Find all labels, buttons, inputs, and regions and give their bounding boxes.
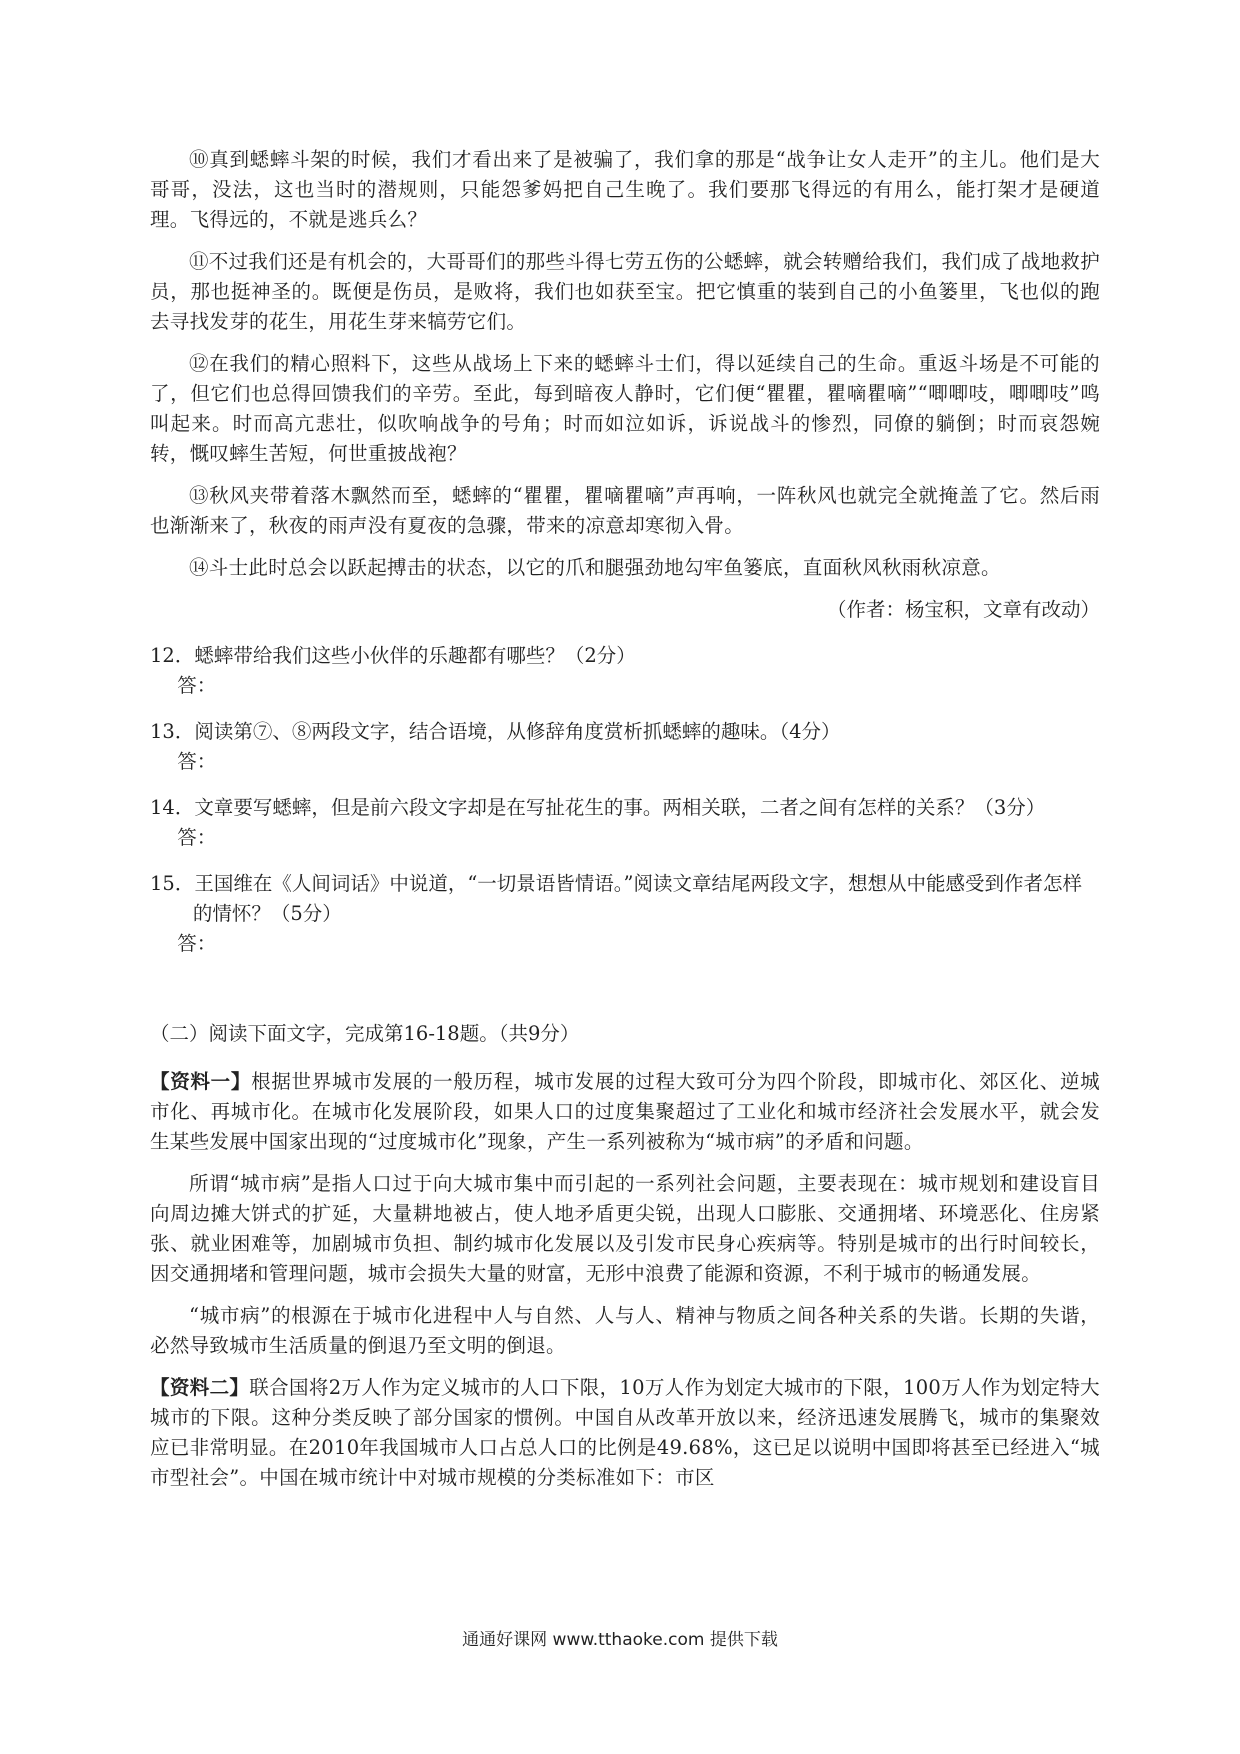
- question-13: 13．阅读第⑦、⑧两段文字，结合语境，从修辞角度赏析抓蟋蟀的趣味。（4分）: [150, 720, 841, 743]
- question-14: 14．文章要写蟋蟀，但是前六段文字却是在写扯花生的事。两相关联，二者之间有怎样的关系？（3分）: [150, 796, 1046, 819]
- question-15: 15．王国维在《人间词话》中说道，“一切景语皆情语。”阅读文章结尾两段文字，想想从中能感受到作者怎样的情怀？（5分）: [150, 872, 1083, 925]
- material-1-tag: 【资料一】: [150, 1070, 252, 1093]
- material-1-paragraph-3: “城市病”的根源在于城市化进程中人与自然、人与人、精神与物质之间各种关系的失谐。长期的失谐，必然导致城市生活质量的倒退乃至文明的倒退。: [150, 1304, 1100, 1357]
- paragraph-12: ⑫在我们的精心照料下，这些从战场上下来的蟋蟀斗士们，得以延续自己的生命。重返斗场是不可能的了，但它们也总得回馈我们的辛劳。至此，每到暗夜人静时，它们便“瞿瞿，瞿嘀瞿嘀”“唧唧吱，唧唧吱”鸣叫起来。时而高亢悲壮，似吹响战争的号角；时而如泣如诉，诉说战斗的惨烈，同僚的躺倒；时而哀怨婉转，慨叹蟀生苦短，何世重披战袍？: [150, 352, 1100, 465]
- answer-12: 答：: [177, 674, 217, 697]
- answer-13: 答：: [177, 750, 217, 773]
- page-footer: 通通好课网 www.tthaoke.com 提供下载: [462, 1630, 778, 1650]
- paragraph-13: ⑬秋风夹带着落木飘然而至，蟋蟀的“瞿瞿，瞿嘀瞿嘀”声再响，一阵秋风也就完全就掩盖了它。然后雨也渐渐来了，秋夜的雨声没有夏夜的急骤，带来的凉意却寒彻入骨。: [150, 484, 1100, 537]
- author-credit: （作者：杨宝积，文章有改动）: [826, 598, 1100, 621]
- material-1-paragraph-1: [150, 1067, 1100, 1157]
- paragraph-14: ⑭斗士此时总会以跃起搏击的状态，以它的爪和腿强劲地勾牢鱼篓底，直面秋风秋雨秋凉意。: [189, 556, 1001, 579]
- answer-15: 答：: [177, 932, 217, 955]
- material-1-paragraph-2: 所谓“城市病”是指人口过于向大城市集中而引起的一系列社会问题，主要表现在：城市规划和建设盲目向周边摊大饼式的扩延，大量耕地被占，使人地矛盾更尖锐，出现人口膨胀、交通拥堵、环境恶化、住房紧张、就业困难等，加剧城市负担、制约城市化发展以及引发市民身心疾病等。特别是城市的出行时间较长，因交通拥堵和管理问题，城市会损失大量的财富，无形中浪费了能源和资源，不利于城市的畅通发展。: [150, 1172, 1100, 1285]
- material-2-text: 联合国将2万人作为定义城市的人口下限，10万人作为划定大城市的下限，100万人作为划定特大城市的下限。这种分类反映了部分国家的惯例。中国自从改革开放以来，经济迅速发展腾飞，城市的集聚效应已非常明显。在2010年我国城市人口占总人口的比例是49.68%，这已足以说明中国即将甚至已经进入“城市型社会”。中国在城市统计中对城市规模的分类标准如下：市区: [150, 1376, 1100, 1489]
- material-2-paragraph-1: [150, 1373, 1100, 1493]
- paragraph-10: ⑩真到蟋蟀斗架的时候，我们才看出来了是被骗了，我们拿的那是“战争让女人走开”的主儿。他们是大哥哥，没法，这也当时的潜规则，只能怨爹妈把自己生晚了。我们要那飞得远的有用么，能打架才是硬道理。飞得远的，不就是逃兵么？: [150, 148, 1100, 231]
- document-body: [150, 145, 1100, 1505]
- paragraph-11: ⑪不过我们还是有机会的，大哥哥们的那些斗得七劳五伤的公蟋蟀，就会转赠给我们，我们成了战地救护员，那也挺神圣的。既便是伤员，是败将，我们也如获至宝。把它慎重的装到自己的小鱼篓里，飞也似的跑去寻找发芽的花生，用花生芽来犒劳它们。: [150, 250, 1100, 333]
- answer-14: 答：: [177, 826, 217, 849]
- section-2-heading: （二）阅读下面文字，完成第16-18题。（共9分）: [150, 1022, 580, 1045]
- material-1-text: 根据世界城市发展的一般历程，城市发展的过程大致可分为四个阶段，即城市化、郊区化、逆城市化、再城市化。在城市化发展阶段，如果人口的过度集聚超过了工业化和城市经济社会发展水平，就会发生某些发展中国家出现的“过度城市化”现象，产生一系列被称为“城市病”的矛盾和问题。: [150, 1070, 1100, 1153]
- question-12: 12．蟋蟀带给我们这些小伙伴的乐趣都有哪些？（2分）: [150, 644, 636, 667]
- material-2-tag: 【资料二】: [150, 1376, 250, 1399]
